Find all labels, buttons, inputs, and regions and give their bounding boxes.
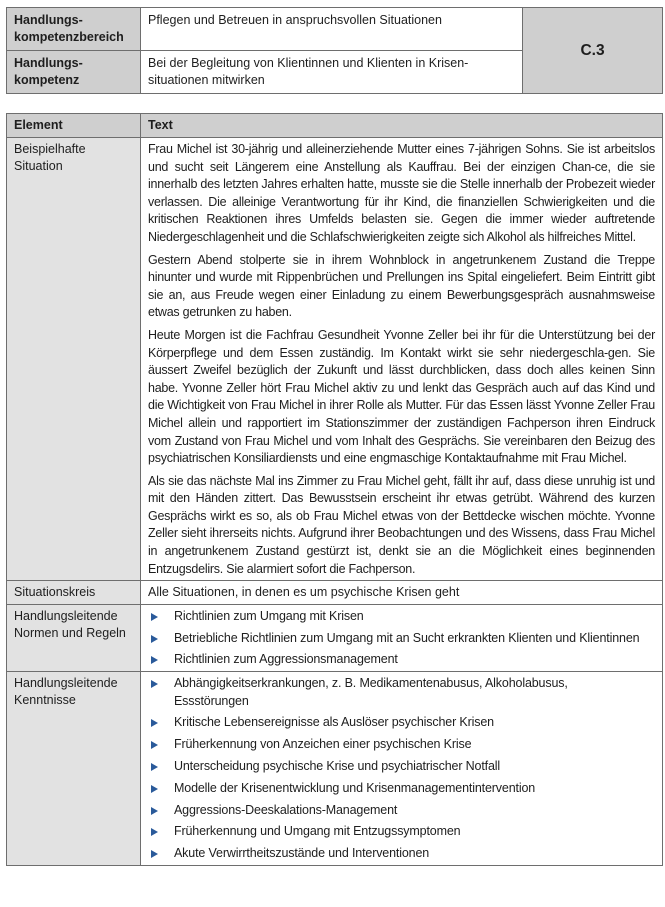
header-value-kompetenz: Bei der Begleitung von Klientinnen und Klienten in Krisen- situationen mitwirken: [141, 51, 523, 94]
triangle-bullet-icon: [151, 807, 158, 815]
situation-paragraph: Heute Morgen ist die Fachfrau Gesundheit Yvonne Zeller bei ihr für die Unterstützung bei der Körperpflege und dem Essen zuständig. Im Kontakt wirkt sie sehr niedergeschla-gen. Sie äussert Zweifel bezüglich der Zukunft und lässt durchblicken, dass doch alles keinen Sinn habe. Yvonne Zeller hört Frau Michel aktiv zu und lenkt das Gespräch auch auf das Kind und die Wichtigkeit von Frau Michel in ihrer Rolle als Mutter. Für das Essen lässt Yvonne Zeller Frau Michel allein und rapportiert im Stationszimmer der zuständigen Fachperson ihren Eindruck vom Zustand von Frau Michel und vom Inhalt des Gesprächs. Sie vereinbaren den Beizug des psychiatrischen Konsiliardiensts und eine engmaschige Kontaktaufnahme mit Frau Michel.: [148, 327, 655, 466]
situation-paragraph: Als sie das nächste Mal ins Zimmer zu Frau Michel geht, fällt ihr auf, dass diese unruhig ist und mit den Händen zittert. Das Bewusstsein erscheint ihr etwas getrübt. Während des kurzen Gesprächs wirkt es so, als ob Frau Michel etwas von der Bettdecke wischen möchte. Yvonne Zeller sieht ihrerseits nichts. Aufgrund ihrer Beobachtungen und des Wissens, dass Frau Michel in angetrunkenem Zustand gestürzt ist, denkt sie an die Möglichkeit eines beginnenden Entzugsdelirs. Sie alarmiert sofort die Fachperson.: [148, 473, 655, 576]
column-header-text: Text: [141, 114, 663, 138]
list-item: [148, 780, 655, 798]
situation-paragraph: Gestern Abend stolperte sie in ihrem Wohnblock in angetrunkenem Zustand die Treppe hinunter und wurde mit Rippenbrüchen und Prellungen ins Spital eingeliefert. Beim Eintritt gibt sie an, aus Freude wegen einer Einladung zu einem Bewerbungsgespräch ausnahmsweise etwas getrunken zu haben.: [148, 252, 655, 320]
list-item: [148, 823, 655, 841]
situation-text: [141, 138, 663, 581]
triangle-bullet-icon: [151, 785, 158, 793]
list-item: [148, 675, 655, 710]
list-item-text: Modelle der Krisenentwicklung und Krisenmanagementintervention: [174, 780, 536, 795]
list-item: [148, 845, 655, 863]
list-item-text: Akute Verwirrtheitszustände und Interventionen: [174, 846, 430, 861]
kenntnisse-list-cell: [141, 672, 663, 866]
list-item: [148, 630, 655, 648]
content-table: [6, 113, 663, 866]
table-row-situationskreis: [7, 581, 663, 605]
row-label: Handlungsleitende Normen und Regeln: [7, 604, 141, 671]
triangle-bullet-icon: [151, 850, 158, 858]
row-label: Situationskreis: [7, 581, 141, 605]
list-item-text: Richtlinien zum Umgang mit Krisen: [174, 608, 364, 623]
list-item: [148, 714, 655, 732]
triangle-bullet-icon: [151, 656, 158, 664]
list-item-text: Aggressions-Deeskalations-Management: [174, 802, 398, 817]
list-item-text: Betriebliche Richtlinien zum Umgang mit an Sucht erkrankten Klienten und Klientinnen: [174, 630, 640, 645]
triangle-bullet-icon: [151, 828, 158, 836]
triangle-bullet-icon: [151, 613, 158, 621]
column-header-element: Element: [7, 114, 141, 138]
normen-list: [148, 608, 655, 669]
competence-code: C.3: [523, 8, 663, 94]
table-row-situation: [7, 138, 663, 581]
header-label-text: Handlungs- kompetenz: [14, 56, 83, 87]
list-item: [148, 651, 655, 669]
header-label-kompetenz: [7, 51, 141, 94]
competence-header-table: [6, 7, 663, 94]
normen-list-cell: [141, 604, 663, 671]
list-item-text: Früherkennung von Anzeichen einer psychischen Krise: [174, 737, 472, 752]
list-item: [148, 608, 655, 626]
row-label: Handlungsleitende Kenntnisse: [7, 672, 141, 866]
list-item: [148, 736, 655, 754]
situationskreis-text: Alle Situationen, in denen es um psychische Krisen geht: [141, 581, 663, 605]
situation-paragraph: Frau Michel ist 30-jährig und alleinerziehende Mutter eines 7-jährigen Sohns. Sie ist arbeitslos und sucht seit Längerem eine Anstellung als Kauffrau. Bei der einzigen Chan-ce, die sie innerhalb des letzten Jahres erhalten hatte, musste sie die Stelle innerhalb der Probezeit wieder verlassen. Die alleinige Verantwortung für ihr Kind, die finanziellen Schwierigkeiten und die kritischen Reaktionen ihres Umfelds belasten sie. Gegen die immer wieder auftretende Niedergeschlagenheit und die Schlafschwierigkeiten zeigte sich Alkohol als hilfreiches Mittel.: [148, 142, 655, 244]
kenntnisse-list: [148, 675, 655, 863]
header-value-kompetenzbereich: Pflegen und Betreuen in anspruchsvollen Situationen: [141, 8, 523, 51]
list-item: [148, 802, 655, 820]
list-item: [148, 758, 655, 776]
list-item-text: Unterscheidung psychische Krise und psychiatrischer Notfall: [174, 758, 501, 773]
list-item-text: Richtlinien zum Aggressionsmanagement: [174, 652, 398, 667]
triangle-bullet-icon: [151, 635, 158, 643]
triangle-bullet-icon: [151, 763, 158, 771]
table-row-kenntnisse: [7, 672, 663, 866]
table-row-normen: [7, 604, 663, 671]
header-label-text: Handlungs- kompetenzbereich: [14, 13, 124, 44]
list-item-text: Kritische Lebensereignisse als Auslöser psychischer Krisen: [174, 715, 494, 730]
triangle-bullet-icon: [151, 719, 158, 727]
triangle-bullet-icon: [151, 680, 158, 688]
list-item-text: Früherkennung und Umgang mit Entzugssymptomen: [174, 824, 461, 839]
header-label-kompetenzbereich: [7, 8, 141, 51]
triangle-bullet-icon: [151, 741, 158, 749]
list-item-text: Abhängigkeitserkrankungen, z. B. Medikamentenabusus, Alkoholabusus, Essstörungen: [174, 676, 568, 708]
row-label: Beispielhafte Situation: [7, 138, 141, 581]
